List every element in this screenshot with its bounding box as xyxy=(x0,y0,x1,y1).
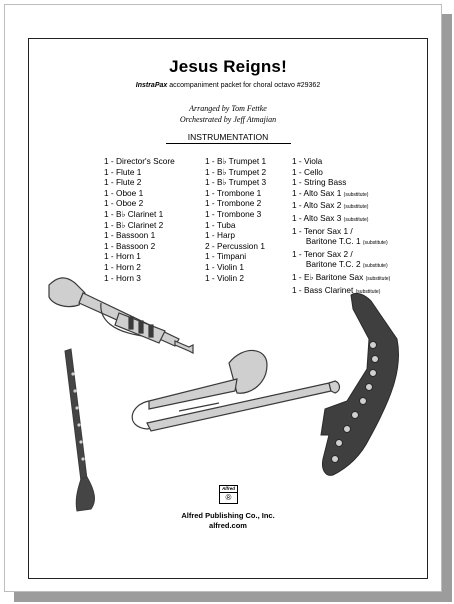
instrument-label: 1 - Cello xyxy=(292,166,323,177)
instrument-label: 1 - B♭ Trumpet 1 xyxy=(205,156,267,166)
cover-page xyxy=(4,4,442,592)
substitute-note: (substitute) xyxy=(362,263,388,270)
instrument-label: 1 - Horn 2 xyxy=(104,261,141,272)
publisher-website: alfred.com xyxy=(209,521,247,530)
instrument-label: 1 - Viola xyxy=(292,156,323,166)
instrument-label: 1 - B♭ Trumpet 2 xyxy=(205,166,267,177)
publisher-name: Alfred Publishing Co., Inc. xyxy=(181,511,275,520)
instrument-label: 1 - Trombone 1 xyxy=(205,187,262,198)
arranger-credit: Arranged by Tom Fettke xyxy=(189,104,267,113)
substitute-note: (substitute) xyxy=(362,240,388,247)
instrument-label: 1 - String Bass xyxy=(292,177,347,188)
instrument-label: Baritone T.C. 2 xyxy=(292,259,363,270)
alfred-logo xyxy=(219,485,238,504)
instrument-label: 1 - Flute 2 xyxy=(104,177,142,188)
instrument-label: 1 - Bassoon 2 xyxy=(104,240,156,251)
logo-mark-icon: ® xyxy=(225,493,232,502)
instrument-label: 1 - Violin 1 xyxy=(205,261,245,272)
instrument-label: 1 - Bassoon 1 xyxy=(104,230,156,241)
instrument-label: 1 - Oboe 2 xyxy=(104,198,144,209)
page-title: Jesus Reigns! xyxy=(169,57,287,76)
instrument-label: 1 - Trombone 2 xyxy=(205,198,262,209)
cover-frame xyxy=(28,38,428,579)
instrument-label: 1 - Tuba xyxy=(205,219,236,230)
instrument-label: 1 - B♭ Clarinet 1 xyxy=(104,208,164,219)
instrument-label: 1 - Harp xyxy=(205,230,235,241)
substitute-note: (substitute) xyxy=(343,191,369,198)
instrument-label: 2 - Percussion 1 xyxy=(205,240,265,251)
orchestrator-credit: Orchestrated by Jeff Atmajian xyxy=(179,115,277,124)
instrument-label: 1 - Violin 2 xyxy=(205,272,245,283)
subtitle-brand: InstraPax xyxy=(135,82,168,89)
trombone-icon xyxy=(132,350,339,431)
instrument-label: 1 - Bass Clarinet xyxy=(292,284,356,295)
instrumentation-heading: INSTRUMENTATION xyxy=(187,132,269,142)
instrument-label: 1 - Alto Sax 2 xyxy=(292,200,344,211)
instrument-label: 1 - Horn 3 xyxy=(104,272,141,283)
substitute-note: (substitute) xyxy=(355,288,381,295)
instrument-label: 1 - Trombone 3 xyxy=(205,208,262,219)
instrument-label: Baritone T.C. 1 xyxy=(292,236,363,247)
clarinet-icon xyxy=(65,349,94,511)
substitute-note: (substitute) xyxy=(343,204,369,211)
instrument-label: 1 - Director's Score xyxy=(104,156,175,166)
instrument-label: 1 - Alto Sax 1 xyxy=(292,187,344,198)
instrument-label: 1 - Alto Sax 3 xyxy=(292,212,344,223)
logo-text: Alfred xyxy=(221,486,235,491)
instrument-label: 1 - B♭ Trumpet 3 xyxy=(205,177,267,188)
instrument-label: 1 - Timpani xyxy=(205,251,247,262)
instrument-label: 1 - Tenor Sax 2 / xyxy=(292,248,353,259)
instrument-label: 1 - Horn 1 xyxy=(104,251,141,262)
substitute-note: (substitute) xyxy=(343,216,369,223)
instrument-label: 1 - Tenor Sax 1 / xyxy=(292,225,353,236)
instrument-label: 1 - B♭ Clarinet 2 xyxy=(104,219,164,230)
instrument-label: 1 - E♭ Baritone Sax xyxy=(292,271,366,282)
instrument-label: 1 - Oboe 1 xyxy=(104,187,144,198)
trumpet-icon xyxy=(49,278,193,353)
substitute-note: (substitute) xyxy=(365,275,391,282)
instrument-label: 1 - Flute 1 xyxy=(104,166,142,177)
subtitle-text: accompaniment packet for choral octavo #29362 xyxy=(167,82,321,89)
